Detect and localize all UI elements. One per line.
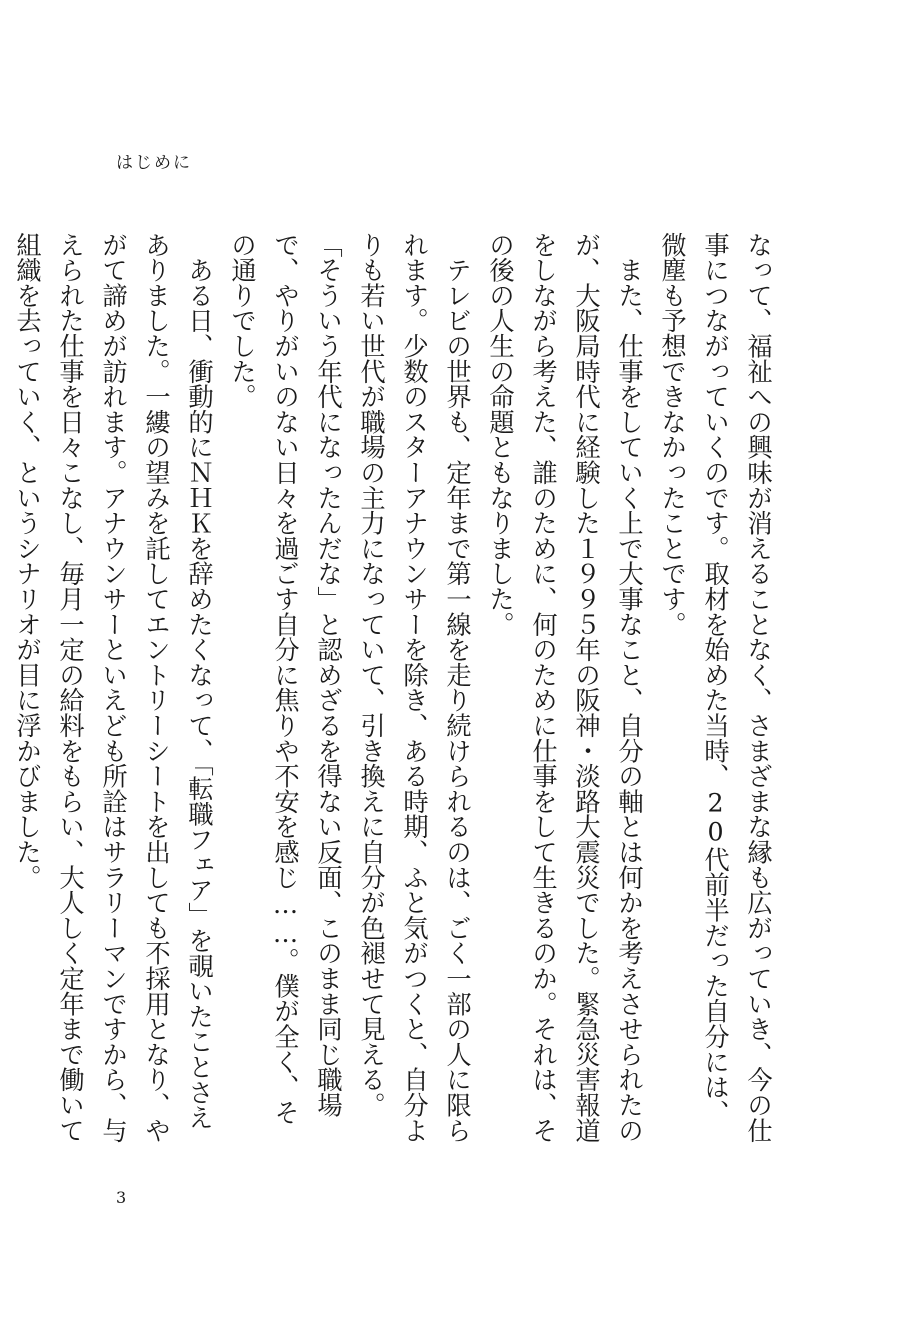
- vertical-body-text: [13, 232, 780, 1150]
- paragraph-2: また、仕事をしていく上で大事なこと、自分の軸とは何かを考えさせられたのが、大阪局時代に経験した１９９５年の阪神・淡路大震災でした。緊急災害報道をしながら考えた、誰のために、何のために仕事をして生きるのか。それは、その後の人生の命題ともなりました。: [486, 232, 644, 1143]
- running-head: はじめに: [116, 153, 192, 173]
- paragraph-3: テレビの世界も、定年まで第一線を走り続けられるのは、ごく一部の人に限られます。少数のスターアナウンサーを除き、ある時期、ふと気がつくと、自分よりも若い世代が職場の主力になっていて、引き換えに自分が色褪せて見える。「そういう年代になったんだな」と認めざるを得ない反面、このまま同じ職場で、やりがいのない日々を過ごす自分に焦りや不安を感じ……。僕が全く、その通りでした。: [228, 232, 472, 1143]
- paragraph-1: なって、福祉への興味が消えることなく、さまざまな縁も広がっていき、今の仕事につながっていくのです。取材を始めた当時、20代前半だった自分には、微塵も予想できなかったことです。: [658, 232, 773, 1143]
- paragraph-4: ある日、衝動的にＮＨＫを辞めたくなって、「転職フェア」を覗いたことさえありました。一縷の望みを託してエントリーシートを出しても不採用となり、やがて諦めが訪れます。アナウンサーといえども所詮はサラリーマンですから、与えられた仕事を日々こなし、毎月一定の給料をもらい、大人しく定年まで働いて組織を去っていく、というシナリオが目に浮かびました。: [13, 232, 214, 1143]
- page-number: 3: [116, 1188, 127, 1207]
